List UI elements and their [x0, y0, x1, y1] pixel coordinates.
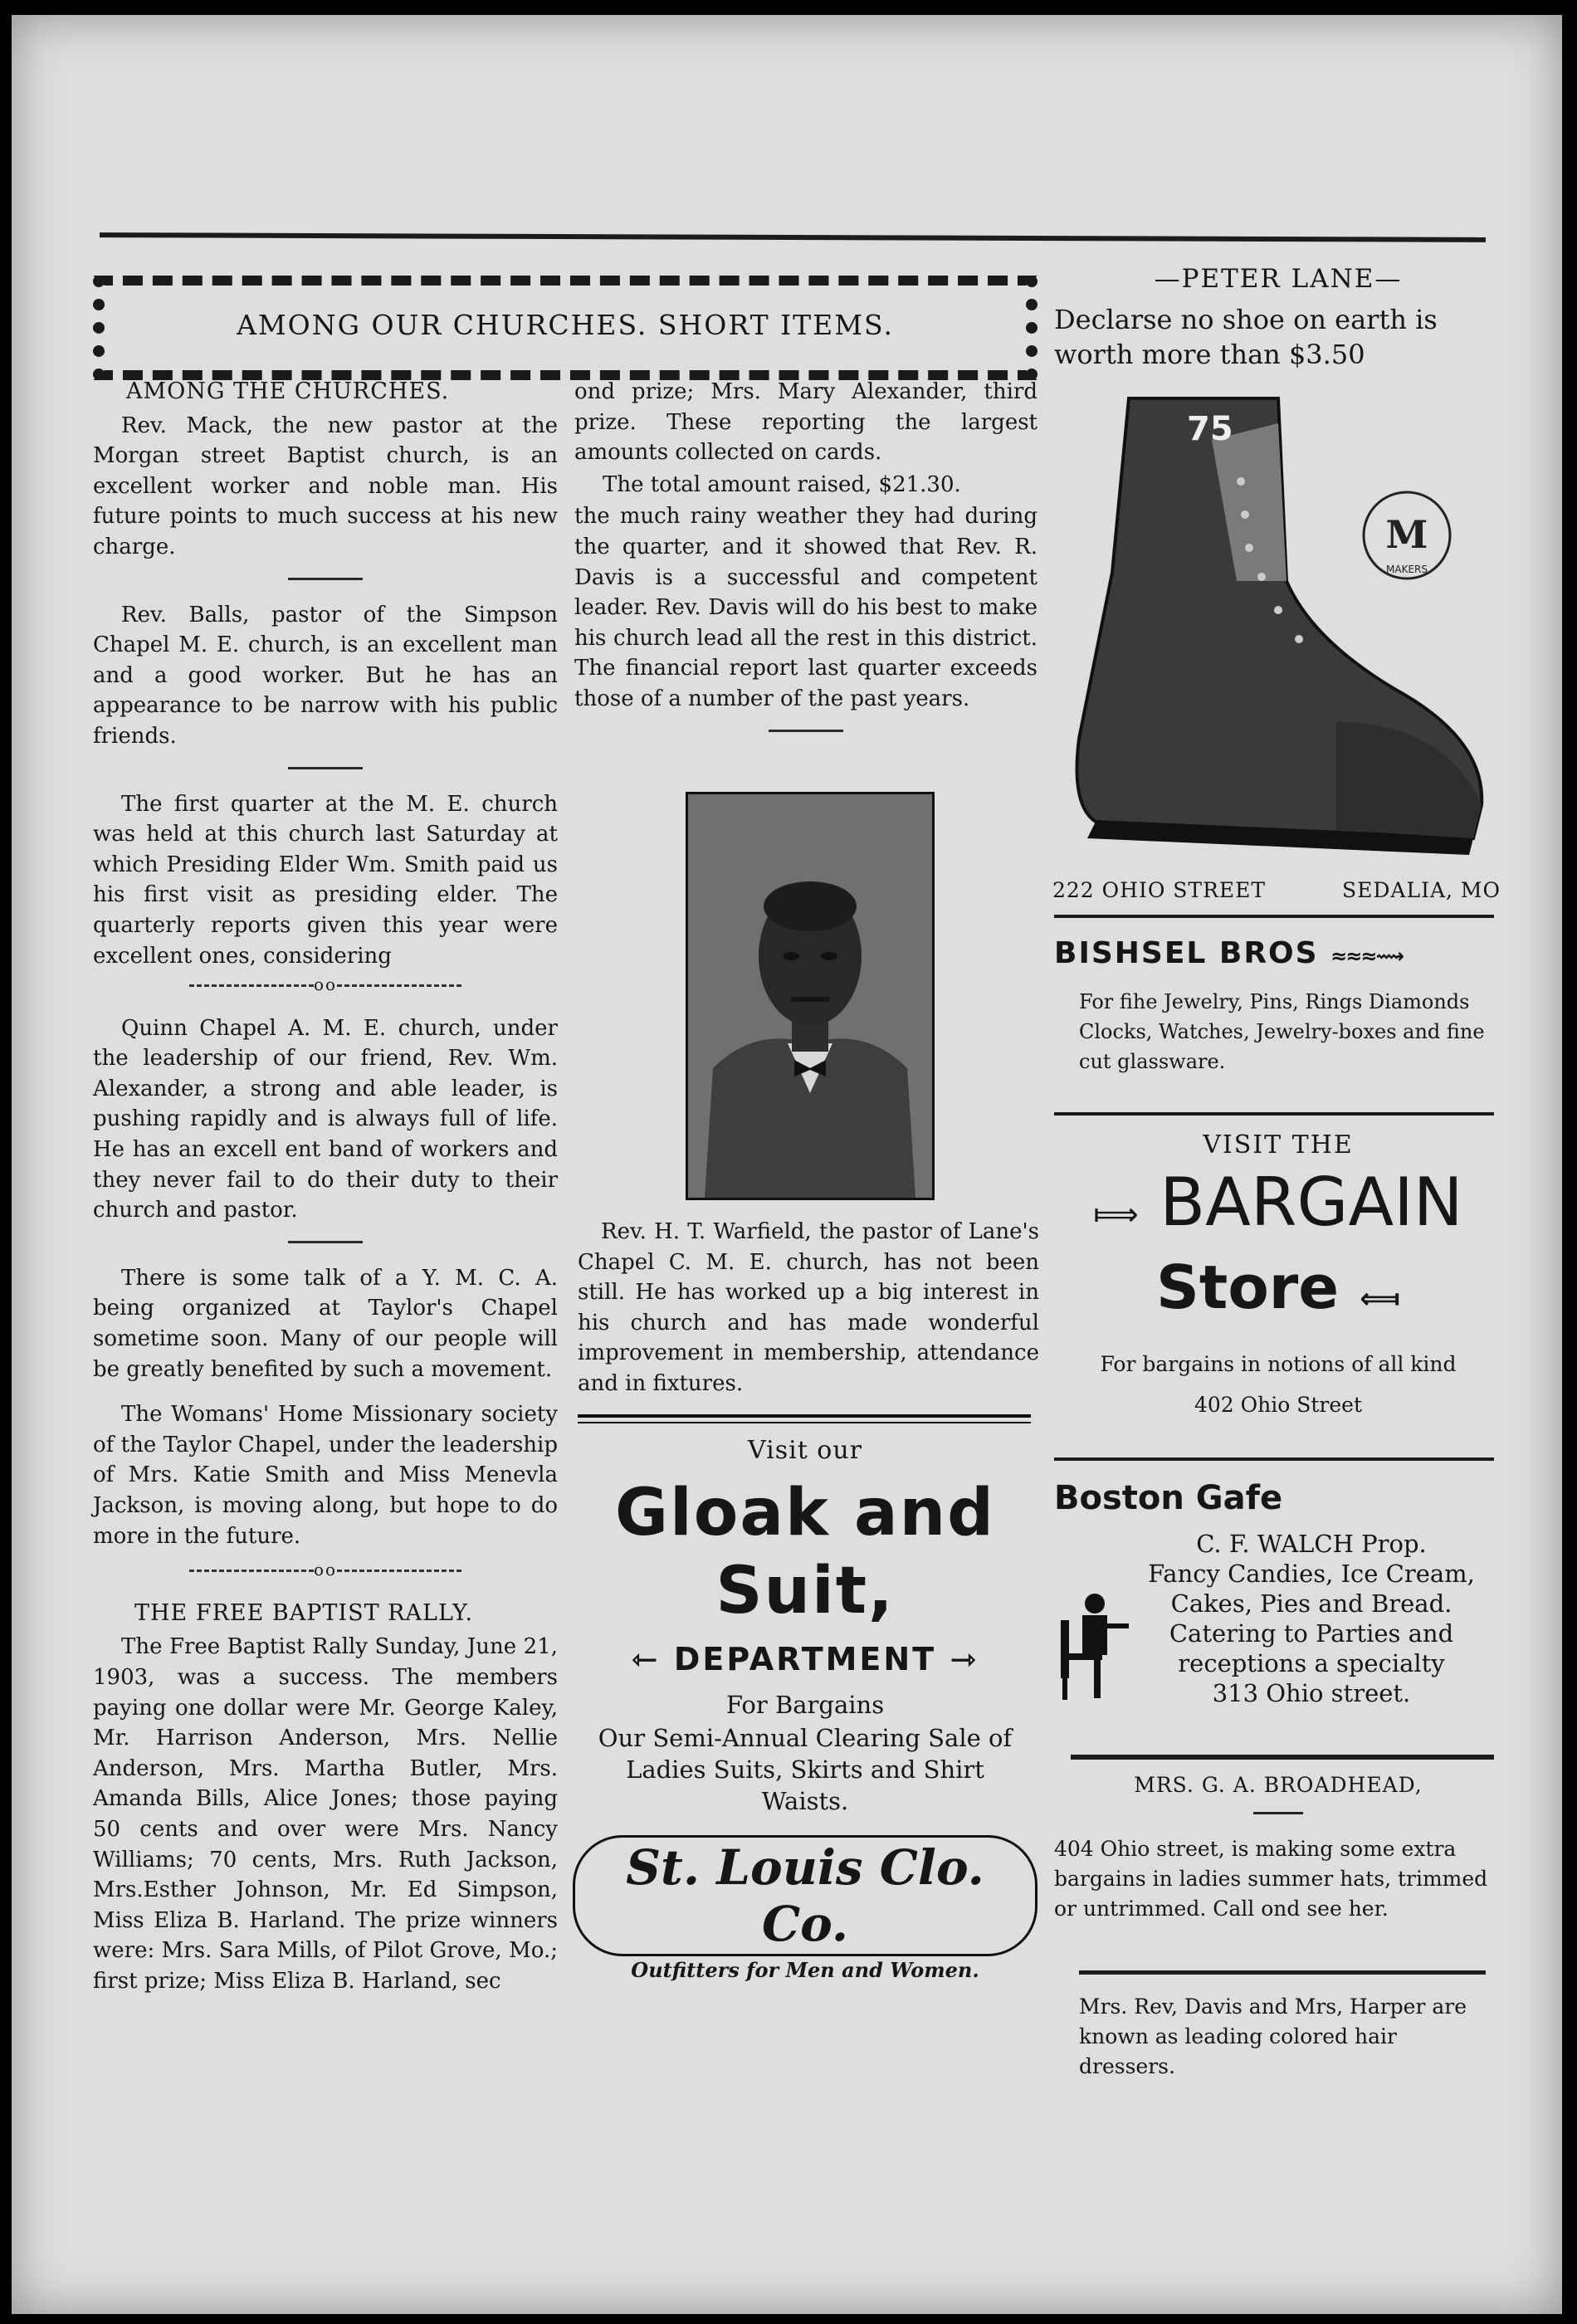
article-first-quarter: The first quarter at the M. E. church was held at this church last Saturday at which Presiding Elder Wm. Smith paid us his first visit as presiding elder. The quarterly reports given this year were excellent ones, considering	[93, 791, 558, 969]
portrait-illustration	[688, 794, 932, 1198]
column-2	[574, 377, 1038, 752]
peter-lane-address: 222 OHIO STREET	[1052, 878, 1267, 902]
rule	[1054, 1457, 1494, 1461]
rule	[1071, 1755, 1494, 1760]
cloak-line1: Gloak and	[614, 1476, 995, 1550]
arrow-left-icon: ⇽	[631, 1641, 661, 1677]
bargain-body: For bargains in notions of all kind	[1100, 1352, 1457, 1376]
column-1	[93, 377, 558, 2012]
separator-oo: oo	[93, 1555, 558, 1585]
flourish-icon: ≈≈≈⟿	[1330, 945, 1403, 968]
article-missionary: The Womans' Home Missionary society of the Taylor Chapel, under the leadership of Mrs. Katie Smith and Miss Menevla Jackson, is moving along, but hope to do more in the future.	[93, 1402, 558, 1549]
makers-label: MAKERS	[1386, 564, 1428, 575]
cloak-for-bargains: For Bargains	[725, 1691, 885, 1719]
hair-dressers-ad: Mrs. Rev, Davis and Mrs, Harper are known as leading colored hair dressers.	[1079, 1994, 1467, 2078]
section-banner	[93, 276, 1038, 380]
boston-cafe-ad	[1054, 1479, 1502, 1708]
bargain-store-ad	[1054, 1130, 1502, 1417]
col1-heading-rally: THE FREE BAPTIST RALLY.	[134, 1599, 474, 1626]
cloak-department: DEPARTMENT	[673, 1641, 937, 1677]
rule	[1079, 1970, 1486, 1975]
st-louis-clo-co-logo: St. Louis Clo. Co.	[573, 1835, 1038, 1956]
separator	[769, 730, 843, 732]
arrow-right-icon: ⇾	[950, 1641, 979, 1677]
double-rule	[578, 1414, 1031, 1423]
peter-lane-address-line	[1052, 878, 1501, 902]
arrow-left-icon: ⟾	[1093, 1196, 1139, 1233]
boston-name: Boston Gafe	[1054, 1479, 1283, 1517]
separator-oo: oo	[93, 969, 558, 1000]
bargain-address: 402 Ohio Street	[1194, 1393, 1362, 1417]
portrait-photo	[686, 792, 935, 1200]
banner-title: AMONG OUR CHURCHES. SHORT ITEMS.	[237, 309, 894, 341]
article-total-raised: The total amount raised, $21.30.	[603, 471, 961, 497]
article-rally-continued: ond prize; Mrs. Mary Alexander, third prize. These reporting the largest amounts collected on cards.	[574, 379, 1038, 466]
bishsel-name: BISHSEL BROS	[1054, 936, 1319, 970]
cloak-tagline: Outfitters for Men and Women.	[631, 1958, 979, 1982]
peter-lane-slogan: Declarse no shoe on earth is worth more than $3.50	[1054, 304, 1438, 370]
peter-lane-city: SEDALIA, MO	[1342, 878, 1501, 902]
separator	[288, 578, 363, 580]
article-free-baptist-rally: The Free Baptist Rally Sunday, June 21, 1903, was a success. The members paying one dollar were Mr. George Kaley, Mr. Harrison Anderson, Mrs. Nellie Anderson, Mrs. Martha Butler, Mrs. Amanda Bills, Alice Jones; those paying 50 cents and over were Mrs. Nancy Williams; 70 cents, Mrs. Ruth Jackson, Mrs.Esther Johnson, Mr. Ed Simpson, Miss Eliza B. Harland. The prize winners were: Mrs. Sara Mills, of Pilot Grove, Mo.; first prize; Miss Eliza B. Harland, sec	[93, 1634, 558, 1994]
svg-text:M: M	[1385, 512, 1428, 557]
article-mack: Rev. Mack, the new pastor at the Morgan street Baptist church, is an excellent worker and noble man. His future points to much success at his new charge.	[93, 413, 558, 559]
separator	[288, 767, 363, 769]
article-quinn-chapel: Quinn Chapel A. M. E. church, under the leadership of our friend, Rev. Wm. Alexander, a strong and able leader, is pushing rapidly and is always full of life. He has an excell ent band of workers and they never fail to do their duty to their church and pastor.	[93, 1015, 558, 1223]
portrait-caption: Rev. H. T. Warfield, the pastor of Lane's Chapel C. M. E. church, has not been still. He has worked up a big interest in his church and has made wonderful improvement in membership, attendance and in fixtures.	[578, 1219, 1039, 1396]
shoe-illustration	[1062, 390, 1494, 872]
bishsel-body: For fihe Jewelry, Pins, Rings Diamonds Clocks, Watches, Jewelry-boxes and fine cut glassware.	[1079, 990, 1485, 1073]
bargain-line2: Store	[1156, 1252, 1340, 1322]
boston-line2: Cakes, Pies and Bread.	[1170, 1589, 1452, 1618]
cloak-visit: Visit our	[747, 1436, 863, 1465]
article-davis: the much rainy weather they had during the quarter, and it showed that Rev. R. Davis is a successful and competent leader. Rev. Davis will do his best to make his church lead all the rest in this district. The financial report last quarter exceeds those of a number of the past years.	[574, 504, 1038, 711]
separator	[1253, 1812, 1303, 1814]
bargain-visit: VISIT THE	[1203, 1130, 1354, 1160]
bargain-line1: BARGAIN	[1160, 1164, 1463, 1241]
boot-icon	[1062, 390, 1494, 872]
rule	[1054, 1112, 1494, 1116]
cloak-line2: Suit,	[715, 1554, 895, 1628]
seated-waiter-icon	[1057, 1587, 1132, 1703]
boston-prop: C. F. WALCH Prop.	[1196, 1530, 1427, 1558]
peter-lane-name: —PETER LANE—	[1154, 264, 1403, 294]
shoe-number: 75	[1187, 410, 1233, 448]
cloak-body: Our Semi-Annual Clearing Sale of Ladies Suits, Skirts and Shirt Waists.	[598, 1724, 1013, 1815]
bishsel-ad	[1054, 936, 1502, 1077]
boston-line3: Catering to Parties and receptions a specialty	[1169, 1619, 1454, 1677]
broadhead-name: MRS. G. A. BROADHEAD,	[1134, 1773, 1423, 1797]
broadhead-ad	[1054, 1773, 1502, 1924]
separator	[288, 1241, 363, 1243]
col1-heading: AMONG THE CHURCHES.	[126, 378, 450, 404]
arrow-right-icon: ⟽	[1360, 1282, 1400, 1316]
boston-line4: 313 Ohio street.	[1212, 1679, 1411, 1707]
article-balls: Rev. Balls, pastor of the Simpson Chapel M. E. church, is an excellent man and a good worker. But he has an appearance to be narrow with his public friends.	[93, 602, 558, 749]
cloak-suit-ad	[573, 1436, 1038, 1982]
boston-line1: Fancy Candies, Ice Cream,	[1148, 1560, 1475, 1588]
article-ymca: There is some talk of a Y. M. C. A. being organized at Taylor's Chapel sometime soon. Many of our people will be greatly benefited by such a movement.	[93, 1265, 558, 1382]
peter-lane-ad	[1054, 264, 1502, 372]
rule	[1054, 915, 1494, 918]
broadhead-body: 404 Ohio street, is making some extra bargains in ladies summer hats, trimmed or untrimmed. Call ond see her.	[1054, 1837, 1488, 1921]
